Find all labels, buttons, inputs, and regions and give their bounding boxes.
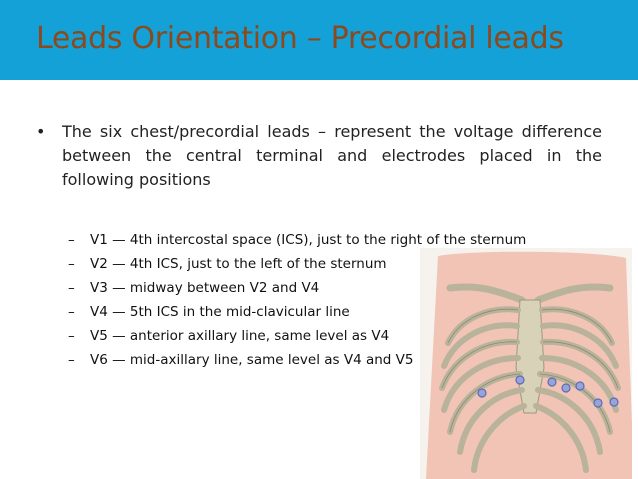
dash-marker: – [68,304,75,320]
dash-marker: – [68,352,75,368]
title-bar [0,0,638,80]
lead-text: V1 — 4th intercostal space (ICS), just to the right of the sternum [90,232,527,248]
slide-title: Leads Orientation – Precordial leads [36,21,564,56]
lead-item-v2 [68,252,526,276]
dash-marker: – [68,328,75,344]
lead-text: V3 — midway between V2 and V4 [90,280,320,296]
lead-text: V2 — 4th ICS, just to the left of the sternum [90,256,387,272]
lead-text: V4 — 5th ICS in the mid-clavicular line [90,304,350,320]
lead-item-v3 [68,276,526,300]
dash-marker: – [68,280,75,296]
lead-positions-list [68,228,526,372]
lead-item-v6 [68,348,526,372]
dash-marker: – [68,256,75,272]
lead-item-v5 [68,324,526,348]
lead-text: V6 — mid-axillary line, same level as V4 and V5 [90,352,414,368]
lead-text: V5 — anterior axillary line, same level as V4 [90,328,390,344]
dash-marker: – [68,232,75,248]
bullet-marker: • [36,122,46,141]
main-bullet [36,120,602,192]
lead-item-v4 [68,300,526,324]
lead-item-v1 [68,228,526,252]
bullet-text: The six chest/precordial leads – represent the voltage difference between the central terminal and electrodes placed in the following positions [62,122,602,189]
